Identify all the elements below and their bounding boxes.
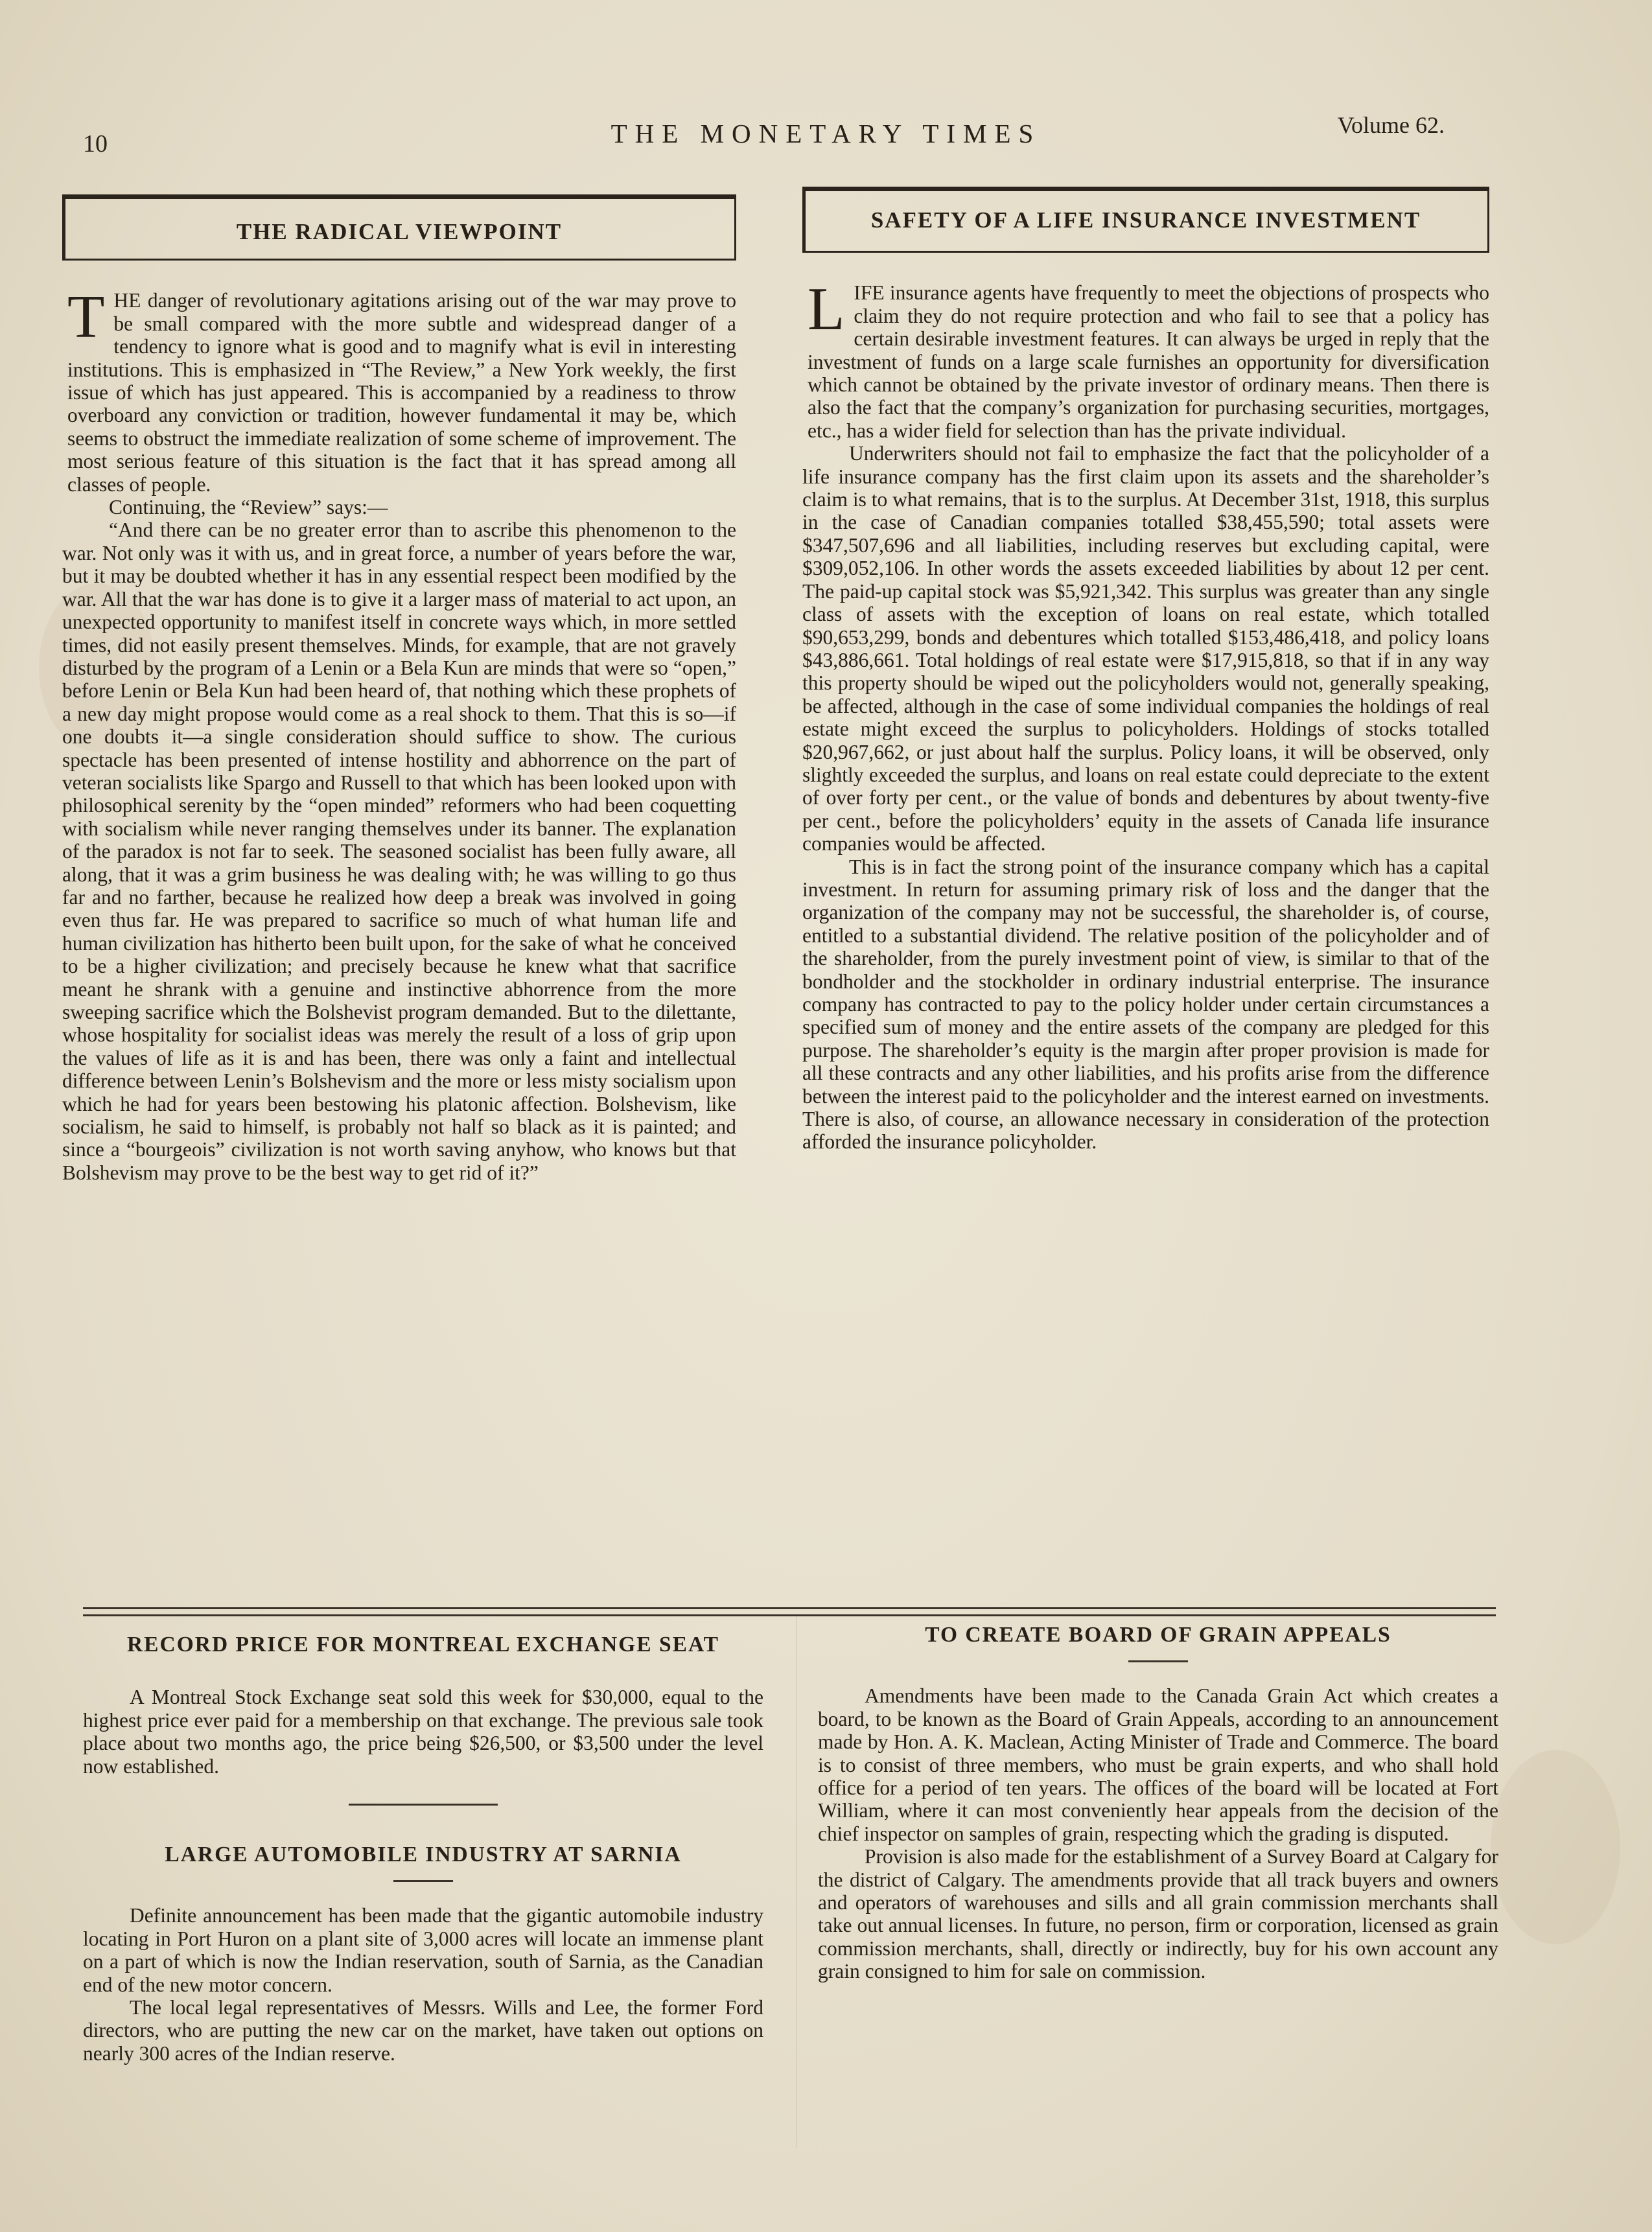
drop-cap: L [808, 275, 845, 343]
article-title-box [802, 187, 1489, 253]
title-rule [393, 1880, 453, 1882]
article-title: LARGE AUTOMOBILE INDUSTRY AT SARNIA [165, 1843, 682, 1867]
column-gutter [796, 1616, 797, 2148]
article-paragraph: LIFE insurance agents have frequently to meet the objections of prospects who claim they do not require protection and who fail to see that a policy has certain desirable investment features. It can always be urged in reply that the investment of funds on a large scale furnishes an opportunity for diversification which cannot be obtained by the private investor of ordinary means. Then there is also the fact that the company’s organization for purchasing securities, mortgages, etc., has a wider field for selection than has the private individual. [808, 275, 1489, 442]
page-number: 10 [83, 130, 108, 157]
article-title: THE RADICAL VIEWPOINT [236, 219, 563, 244]
article-grain-appeals [818, 1623, 1498, 1983]
article-paragraph: Amendments have been made to the Canada Grain Act which creates a board, to be known as the Board of Grain Appeals, according to an announcement made by Hon. A. K. Maclean, Acting Minister of Trade and Commerce. The board is to consist of three members, who must be grain experts, and who shall hold office for a period of ten years. The offices of the board will be located at Fort William, where it can most conveniently hear appeals from the decision of the chief inspector on samples of grain, respecting which the grading is disputed. [818, 1684, 1498, 1845]
article-title: SAFETY OF A LIFE INSURANCE INVESTMENT [870, 207, 1421, 233]
article-divider [349, 1804, 498, 1806]
bottom-left-column [83, 1633, 763, 2065]
article-title: RECORD PRICE FOR MONTREAL EXCHANGE SEAT [126, 1633, 720, 1657]
article-paragraph: Continuing, the “Review” says:— [109, 496, 388, 519]
article-paragraph: The local legal representatives of Messrs. Wills and Lee, the former Ford directors, who are putting the new car on the market, have taken out options on nearly 300 acres of the Indian reserve. [83, 1996, 763, 2065]
section-divider [83, 1607, 1496, 1616]
article-paragraph: A Montreal Stock Exchange seat sold this week for $30,000, equal to the highest price ever paid for a membership on that exchange. The previous sale took place about two months ago, the price being $26,500, or $3,500 under the level now established. [83, 1686, 763, 1778]
article-paragraph: THE danger of revolutionary agitations arising out of the war may prove to be small compared with the more subtle and widespread danger of a tendency to ignore what is good and to magnify what is evil in interesting institutions. This is emphasized in “The Review,” a New York weekly, the first issue of which has just appeared. This is accompanied by a readiness to throw overboard any conviction or tradition, however fundamental it may be, which seems to obstruct the immediate realization of some scheme of improvement. The most serious feature of this situation is the fact that it has spread among all classes of people. [67, 283, 736, 496]
article-title-box [62, 194, 736, 261]
article-paragraph: This is in fact the strong point of the insurance company which has a capital investment. In return for assuming primary risk of loss and the danger that the organization of the company may not be successful, the shareholder is, of course, entitled to a substantial dividend. The relative position of the policyholder and of the shareholder, from the purely investment point of view, is similar to that of the bondholder and the stockholder in ordinary industrial enterprise. The insurance company has contracted to pay to the policy holder under certain circumstances a specified sum of money and the entire assets of the company are pledged for this purpose. The shareholder’s equity is the margin after proper provision is made for all these contracts and any other liabilities, and his profits arise from the difference between the interest paid to the policyholder and the interest earned on investments. There is also, of course, an allowance necessary in consideration of the protection afforded the insurance policyholder. [802, 855, 1489, 1154]
article-paragraph: Underwriters should not fail to emphasize the fact that the policyholder of a life insurance company has the first claim upon its assets and the shareholder’s claim is to what remains, that is to the surplus. At December 31st, 1918, this surplus in the case of Canadian companies totalled $38,455,590; total assets were $347,507,696 and all liabilities, including reserves but excluding capital, were $309,052,106. In other words the assets exceeded liabilities by about 12 per cent. The paid-up capital stock was $5,921,342. This surplus was greater than any single class of assets with the exception of loans on real estate, which totalled $90,653,299, bonds and debentures which totalled $153,486,418, and policy loans $43,886,661. Total holdings of real estate were $17,915,818, so that if in any way this property should be wiped out the policyholders would not, generally speaking, be affected, although in the case of some individual companies the holdings of real estate might exceed the surplus to policyholders. Holdings of stocks totalled $20,967,662, or just about half the surplus. Policy loans, it will be observed, only slightly exceeded the surplus, and loans on real estate could depreciate to the extent of over forty per cent., or the value of bonds and debentures by about twenty-five per cent., before the policyholders’ equity in the assets of Canada life insurance companies would be affected. [802, 442, 1489, 855]
quoted-paragraph: “And there can be no greater error than to ascribe this phenomenon to the war. Not only was it with us, and in great force, a number of years before the war, but it may be doubted whether it has in any essential respect been modified by the war. All that the war has done is to give it a larger mass of material to act upon, an unexpected opportunity to manifest itself in concrete ways which, in more settled times, did not easily present themselves. Minds, for example, that are not gravely disturbed by the program of a Lenin or a Bela Kun are minds that were so “open,” before Lenin or Bela Kun had been heard of, that nothing which these prophets of a new day might propose would come as a real shock to them. That this is so—if one doubts it—a single consideration should suffice to show. The curious spectacle has been presented of intense hostility and abhorrence on the part of veteran socialists like Spargo and Russell to that which has been looked upon with philosophical serenity by the “open minded” reformers who had been coquetting with socialism while never ranging themselves under its banner. The explanation of the paradox is not far to seek. The seasoned socialist has been fully aware, all along, that it was a grim business he was dealing with; he was willing to go thus far and no farther, because he realized how deep a break was involved in going even thus far. He was prepared to sacrifice so much of what human life and human civilization has hitherto been built upon, for the sake of what he conceived to be a higher civilization; and precisely because he knew what that sacrifice meant he shrank with a genuine and instinctive abhorrence from the more sweeping sacrifice which the Bolshevist program demanded. But to the dilettante, whose hospitality for socialist ideas was merely the result of a loss of grip upon the values of life as it is and has been, there was only a faint and intellectual difference between Lenin’s Bolshevism and the more or less misty socialism upon which he had for years been bestowing his platonic affection. Bolshevism, like socialism, he said to himself, is probably not half so black as it is painted; and since a “bourgeois” civilization is not worth saving anyhow, who knows but that Bolshevism may prove to be the best way to get rid of it?” [62, 518, 736, 1184]
article-life-insurance [802, 187, 1489, 1154]
paper-stain [1491, 1750, 1620, 1944]
journal-title: THE MONETARY TIMES [611, 119, 1041, 148]
title-rule [1128, 1660, 1188, 1662]
drop-cap: T [67, 283, 105, 351]
volume-label: Volume 62. [1337, 112, 1445, 138]
article-paragraph: Provision is also made for the establishment of a Survey Board at Calgary for the district of Calgary. The amendments provide that all track buyers and owners and operators of warehouses and sills and all grain commission merchants shall take out annual licenses. In future, no person, firm or corporation, licensed as grain commission merchants, shall, directly or indirectly, buy for his own account any grain consigned to him for sale on commission. [818, 1845, 1498, 1983]
article-radical-viewpoint [62, 194, 736, 1184]
article-paragraph: Definite announcement has been made that the gigantic automobile industry locating in Port Huron on a plant site of 3,000 acres will locate an immense plant on a part of which is now the Indian reservation, south of Sarnia, as the Canadian end of the new motor concern. [83, 1904, 763, 1996]
running-head [0, 111, 1652, 157]
article-title: TO CREATE BOARD OF GRAIN APPEALS [925, 1623, 1391, 1647]
